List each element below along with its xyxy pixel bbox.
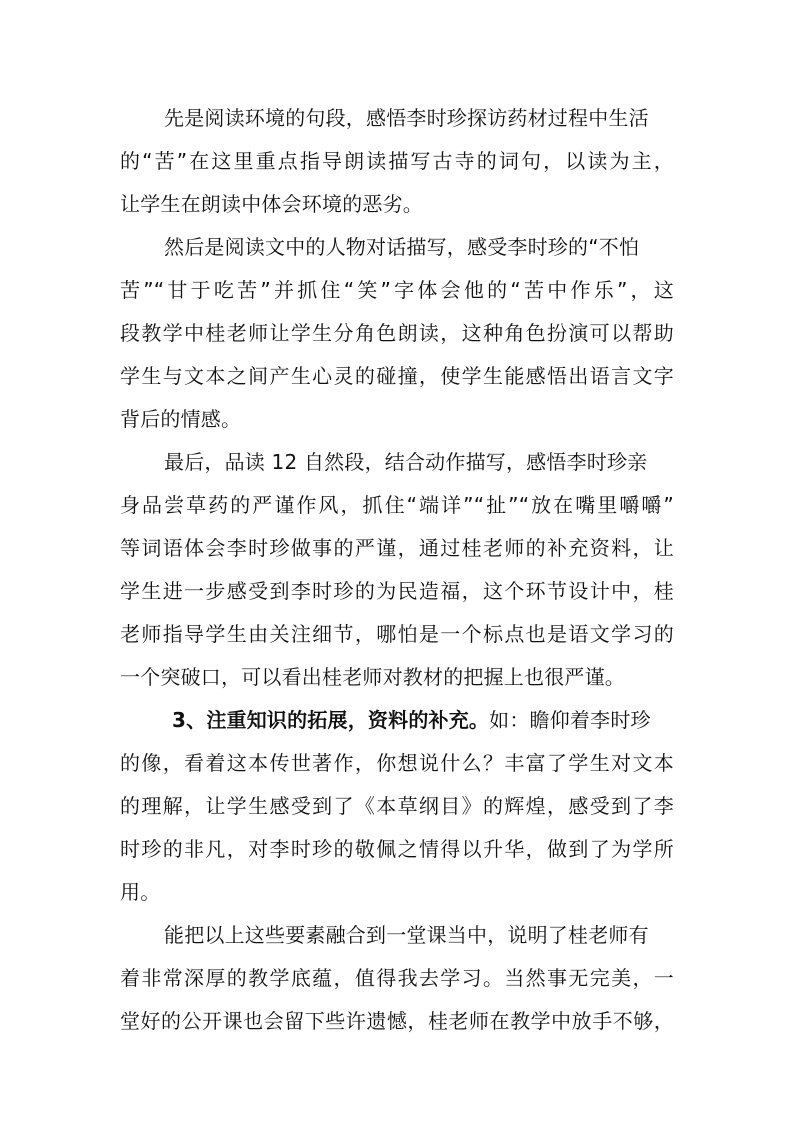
text-line: 段教学中桂老师让学生分角色朗读，这种角色扮演可以帮助	[120, 321, 674, 345]
text-line: 学生与文本之间产生心灵的碰撞，使学生能感悟出语言文字	[120, 364, 674, 388]
text-line: 最后，品读 12 自然段，结合动作描写，感悟李时珍亲	[164, 450, 648, 474]
text-line: 时珍的非凡，对李时珍的敬佩之情得以升华，做到了为学所	[120, 837, 674, 861]
text-line: 先是阅读环境的句段，感悟李时珍探访药材过程中生活	[164, 106, 649, 130]
text-line: 一个突破口，可以看出桂老师对教材的把握上也很严谨。	[120, 665, 625, 689]
text-run: 如：瞻仰着李时珍	[489, 708, 651, 732]
text-line: 等词语体会李时珍做事的严谨，通过桂老师的补充资料，让	[120, 536, 674, 560]
text-line: 身品尝草药的严谨作风，抓住“端详”“扯”“放在嘴里嚼嚼”	[120, 493, 674, 517]
text-line: 的像，看着这本传世著作，你想说什么？丰富了学生对文本	[120, 751, 674, 775]
text-line: 的理解，让学生感受到了《本草纲目》的辉煌，感受到了李	[120, 794, 674, 818]
text-line: 背后的情感。	[120, 407, 242, 431]
text-line: 然后是阅读文中的人物对话描写，感受李时珍的“不怕	[164, 235, 640, 259]
text-line: 学生进一步感受到李时珍的为民造福，这个环节设计中，桂	[120, 579, 674, 603]
text-line: 的“苦”在这里重点指导朗读描写古寺的词句，以读为主，	[120, 149, 674, 173]
text-line	[172, 706, 674, 734]
text-line: 着非常深厚的教学底蕴，值得我去学习。当然事无完美，一	[120, 966, 674, 990]
text-line: 老师指导学生由关注细节，哪怕是一个标点也是语文学习的	[120, 622, 674, 646]
section-heading: 3、注重知识的拓展，资料的补充。	[172, 708, 490, 732]
text-line: 用。	[120, 880, 161, 904]
text-line: 堂好的公开课也会留下些许遗憾，桂老师在教学中放手不够，	[120, 1009, 674, 1033]
text-line: 苦”“甘于吃苦”并抓住“笑”字体会他的“苦中作乐”，这	[120, 278, 674, 302]
text-line: 让学生在朗读中体会环境的恶劣。	[120, 192, 423, 216]
text-line: 能把以上这些要素融合到一堂课当中，说明了桂老师有	[164, 923, 649, 947]
